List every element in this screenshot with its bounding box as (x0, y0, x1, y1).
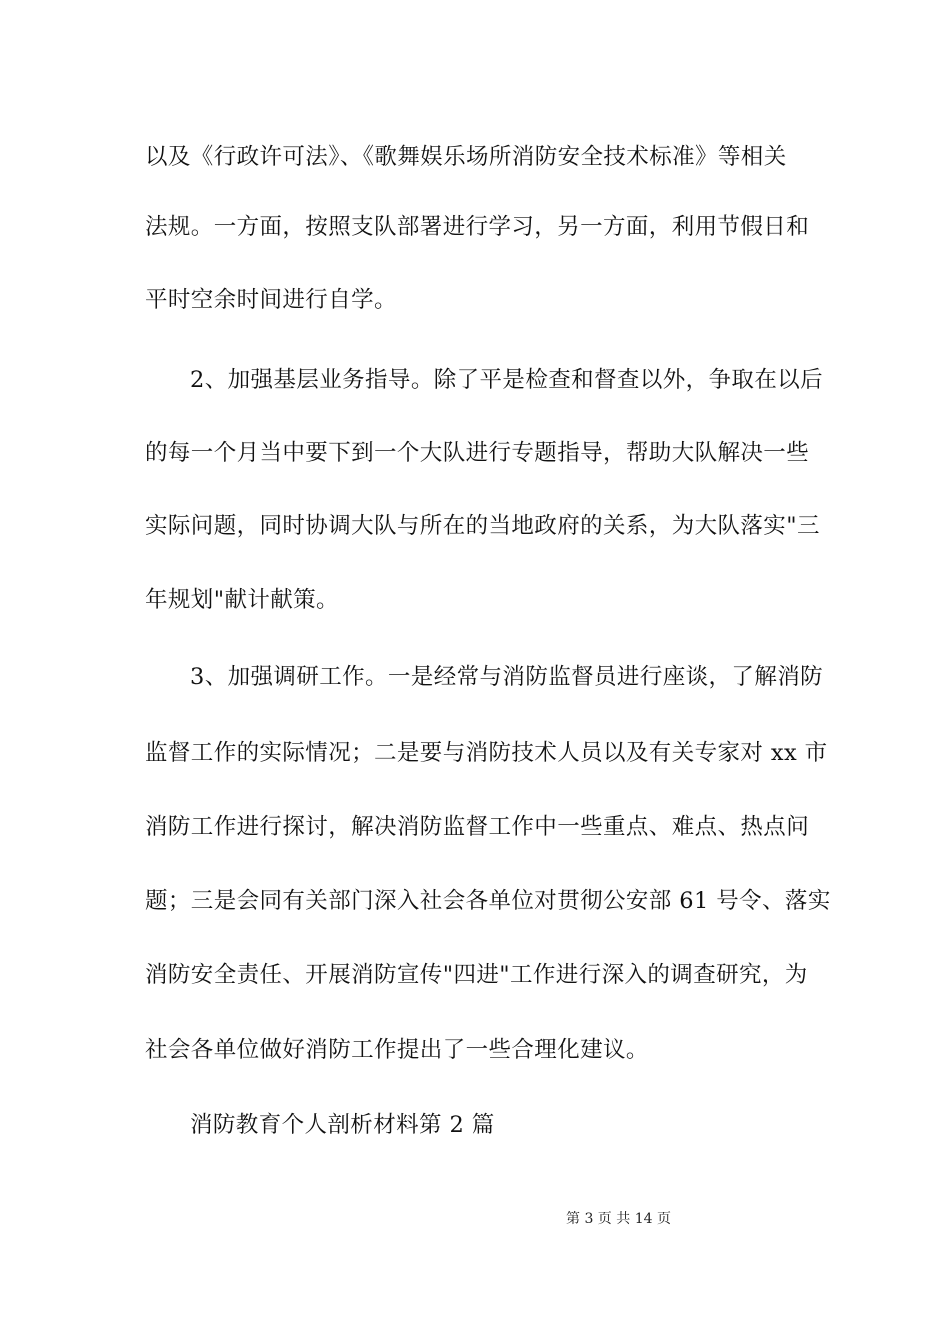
paragraph-line-13: 社会各单位做好消防工作提出了一些合理化建议。 (145, 1037, 649, 1063)
paragraph-line-4: 2、加强基层业务指导。除了平是检查和督查以外，争取在以后 (190, 367, 824, 393)
paragraph-line-7: 年规划"献计献策。 (145, 587, 339, 613)
paragraph-line-1: 以及《行政许可法》、《歌舞娱乐场所消防安全技术标准》等相关 (145, 144, 787, 170)
paragraph-line-5: 的每一个月当中要下到一个大队进行专题指导，帮助大队解决一些 (145, 440, 810, 466)
paragraph-line-8: 3、加强调研工作。一是经常与消防监督员进行座谈，了解消防 (190, 664, 824, 690)
section-heading: 消防教育个人剖析材料第 2 篇 (190, 1112, 495, 1138)
paragraph-line-6: 实际问题，同时协调大队与所在的当地政府的关系，为大队落实"三 (145, 513, 820, 539)
paragraph-line-10: 消防工作进行探讨，解决消防监督工作中一些重点、难点、热点问 (145, 814, 810, 840)
paragraph-line-2: 法规。一方面，按照支队部署进行学习，另一方面，利用节假日和 (145, 214, 810, 240)
page-number-footer: 第 3 页 共 14 页 (566, 1211, 671, 1227)
paragraph-line-3: 平时空余时间进行自学。 (145, 287, 397, 313)
paragraph-line-11: 题；三是会同有关部门深入社会各单位对贯彻公安部 61 号令、落实 (145, 888, 831, 914)
paragraph-line-9: 监督工作的实际情况；二是要与消防技术人员以及有关专家对 xx 市 (145, 740, 828, 766)
paragraph-line-12: 消防安全责任、开展消防宣传"四进"工作进行深入的调查研究，为 (145, 962, 808, 988)
